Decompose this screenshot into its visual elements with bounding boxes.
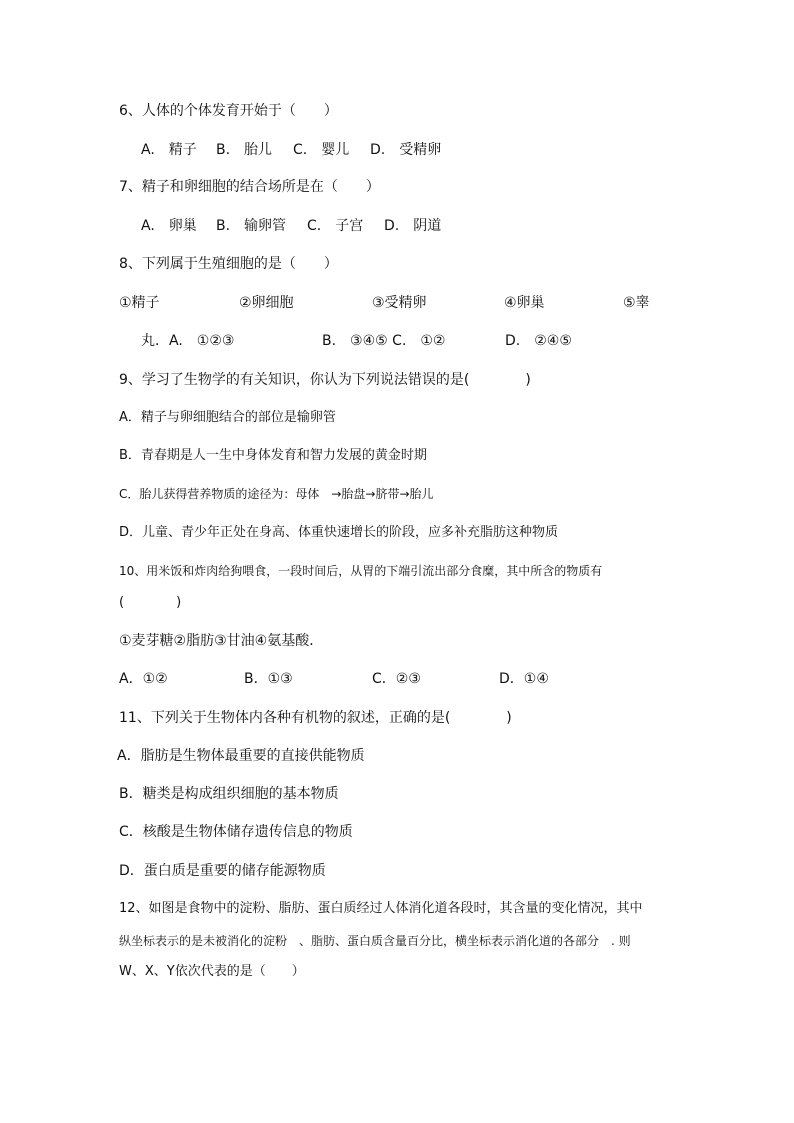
- q12-stem-line-3: W、X、Y依次代表的是（ ）: [119, 964, 305, 979]
- q8-option-d: D. ②④⑤: [505, 333, 572, 349]
- q10-stem: 10、用米饭和炸肉给狗喂食，一段时间后，从胃的下端引流出部分食糜，其中所含的物质有: [119, 564, 603, 578]
- q6-option-c: C. 婴儿: [293, 142, 350, 158]
- q7-option-d: D. 阴道: [384, 218, 442, 234]
- q11-stem: 11、下列关于生物体内各种有机物的叙述，正确的是( ): [119, 710, 512, 726]
- q9-stem: 9、学习了生物学的有关知识，你认为下列说法错误的是( ): [119, 372, 531, 388]
- q7-option-c: C. 子宫: [307, 218, 364, 234]
- q9-option-d: D．儿童、青少年正处在身高、体重快速增长的阶段，应多补充脂肪这种物质: [119, 525, 559, 540]
- q9-option-b: B．青春期是人一生中身体发育和智力发展的黄金时期: [119, 448, 427, 463]
- q9-option-a: A．精子与卵细胞结合的部位是输卵管: [119, 410, 336, 425]
- q6-option-d: D. 受精卵: [370, 142, 442, 158]
- q10-stem-continued: ( ): [119, 595, 182, 610]
- q7-stem: 7、精子和卵细胞的结合场所是在（ ）: [119, 179, 380, 195]
- q6-option-a: A. 精子: [141, 142, 197, 158]
- q10-option-a: A．①②: [119, 671, 168, 687]
- q8-item-3: ③受精卵: [372, 295, 427, 311]
- q10-items: ①麦芽糖②脂肪③甘油④氨基酸．: [119, 633, 324, 649]
- q11-option-d: D．蛋白质是重要的储存能源物质: [119, 863, 326, 879]
- q8-item-4: ④卵巢: [504, 295, 545, 311]
- q7-option-a: A. 卵巢: [141, 218, 197, 234]
- q11-option-a: A．脂肪是生物体最重要的直接供能物质: [117, 748, 365, 764]
- q8-option-bc: B. ③④⑤ C. ①②: [322, 333, 446, 349]
- q8-item-1: ①精子: [119, 295, 160, 311]
- q11-option-b: B．糖类是构成组织细胞的基本物质: [119, 786, 339, 802]
- q9-option-c: C．胎儿获得营养物质的途径为：母体 →胎盘→脐带→胎儿: [119, 487, 434, 501]
- q7-option-b: B. 输卵管: [216, 218, 287, 234]
- q8-items-continued: 丸．A. ①②③: [141, 333, 235, 349]
- q8-item-5: ⑤睾: [623, 295, 650, 311]
- q12-stem-line-2: 纵坐标表示的是未被消化的淀粉 、脂肪、蛋白质含量百分比，横坐标表示消化道的各部分 . 则: [119, 934, 631, 948]
- q12-stem: 12、如图是食物中的淀粉、脂肪、蛋白质经过人体消化道各段时，其含量的变化情况，其中: [119, 901, 643, 916]
- q11-option-c: C．核酸是生物体储存遗传信息的物质: [119, 824, 353, 840]
- q6-stem: 6、人体的个体发育开始于（ ）: [119, 103, 338, 119]
- q8-stem: 8、下列属于生殖细胞的是（ ）: [119, 256, 338, 272]
- q10-option-b: B．①③: [244, 671, 293, 687]
- q8-item-2: ②卵细胞: [239, 295, 294, 311]
- q10-option-d: D．①④: [499, 671, 549, 687]
- q10-option-c: C．②③: [372, 671, 421, 687]
- q6-option-b: B. 胎儿: [216, 142, 273, 158]
